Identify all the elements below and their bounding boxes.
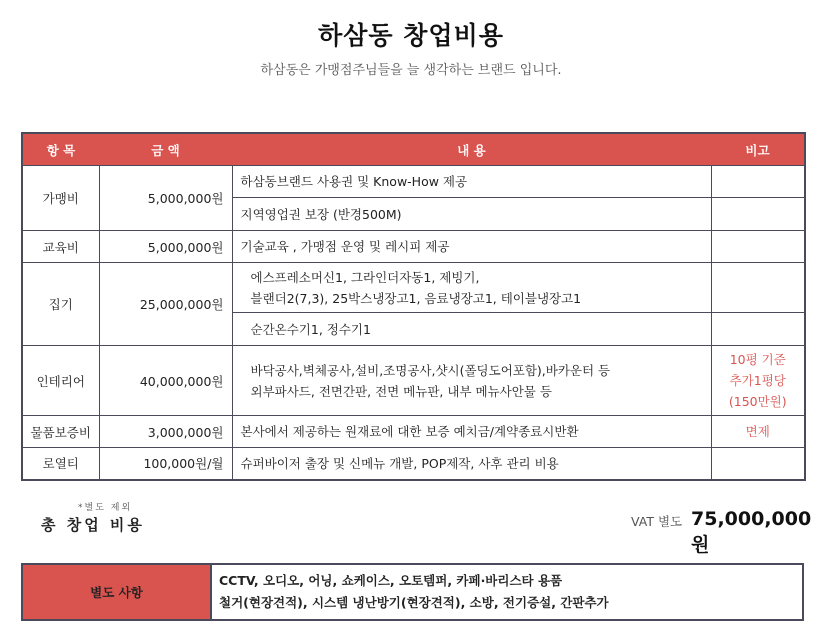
row-franchise-amount: 5,000,000원 — [99, 166, 232, 231]
row-education-content: 기술교육 , 가맹점 운영 및 레시피 제공 — [232, 231, 711, 263]
row-franchise-content-1: 하삼동브랜드 사용권 및 Know-How 제공 — [232, 166, 711, 198]
page-subtitle: 하삼동은 가맹점주님들을 늘 생각하는 브랜드 입니다. — [260, 63, 562, 78]
extra-content — [212, 565, 802, 619]
row-equipment-note-2 — [711, 313, 805, 346]
row-interior-note-line-2: 추가1평당 — [729, 373, 786, 388]
extra-line-1: CCTV, 오디오, 어닝, 쇼케이스, 오토템퍼, 카페·바리스타 용품 — [219, 573, 563, 588]
extra-box — [21, 563, 804, 621]
row-equipment-content-1-line-1: 에스프레소머신1, 그라인더자동1, 제빙기, — [250, 269, 480, 285]
row-equipment-content-1-line-2: 블랜더2(7,3), 25박스냉장고1, 음료냉장고1, 테이블냉장고1 — [250, 290, 582, 306]
row-equipment-note-1 — [711, 263, 805, 313]
row-interior-amount: 40,000,000원 — [99, 346, 232, 416]
row-interior-content — [232, 346, 711, 416]
row-equipment-content-2: 순간온수기1, 정수기1 — [232, 313, 711, 346]
row-franchise-note-1 — [711, 166, 805, 198]
row-interior-note-line-1: 10평 기준 — [729, 352, 786, 367]
page-title: 하삼동 창업비용 — [318, 21, 504, 50]
header-note: 비고 — [711, 133, 805, 166]
table-row — [22, 416, 805, 448]
row-royalty-amount: 100,000원/월 — [99, 448, 232, 480]
row-deposit-amount: 3,000,000원 — [99, 416, 232, 448]
row-franchise-content-2: 지역영업권 보장 (반경500M) — [232, 198, 711, 231]
table-row — [22, 346, 805, 416]
row-royalty-content: 슈퍼바이저 출장 및 신메뉴 개발, POP제작, 사후 관리 비용 — [232, 448, 711, 480]
total-note: *별도 제외 — [78, 503, 133, 513]
row-interior-item: 인테리어 — [22, 346, 99, 416]
row-royalty-note — [711, 448, 805, 480]
row-interior-content-line-2: 외부파사드, 전면간판, 전면 메뉴판, 내부 메뉴사안물 등 — [250, 383, 552, 399]
row-royalty-item: 로열티 — [22, 448, 99, 480]
row-equipment-content-1 — [232, 263, 711, 313]
row-education-note — [711, 231, 805, 263]
row-franchise-note-2 — [711, 198, 805, 231]
table-row — [22, 263, 805, 313]
total-amount: 75,000,000원 — [691, 508, 812, 556]
extra-label: 별도 사항 — [23, 565, 212, 619]
row-education-amount: 5,000,000원 — [99, 231, 232, 263]
row-deposit-content: 본사에서 제공하는 원재료에 대한 보증 예치금/계약종료시반환 — [232, 416, 711, 448]
row-deposit-item: 물품보증비 — [22, 416, 99, 448]
total-label: 총 창업 비용 — [41, 516, 145, 534]
table-row — [22, 166, 805, 198]
row-equipment-amount: 25,000,000원 — [99, 263, 232, 346]
vat-label: VAT 별도 — [631, 514, 683, 529]
header-item: 항 목 — [22, 133, 99, 166]
row-interior-note — [711, 346, 805, 416]
table-row — [22, 448, 805, 480]
extra-line-2: 철거(현장견적), 시스템 냉난방기(현장견적), 소방, 전기증설, 간판추가 — [219, 595, 609, 610]
table-header-row — [22, 133, 805, 166]
header-content: 내 용 — [232, 133, 711, 166]
table-row — [22, 231, 805, 263]
cost-table — [21, 132, 806, 481]
row-interior-note-line-3: (150만원) — [728, 394, 787, 409]
header-amount: 금 액 — [99, 133, 232, 166]
row-education-item: 교육비 — [22, 231, 99, 263]
row-franchise-item: 가맹비 — [22, 166, 99, 231]
row-equipment-item: 집기 — [22, 263, 99, 346]
row-deposit-note: 면제 — [711, 416, 805, 448]
row-interior-content-line-1: 바닥공사,벽체공사,설비,조명공사,샷시(폴딩도어포함),바카운터 등 — [250, 362, 611, 378]
